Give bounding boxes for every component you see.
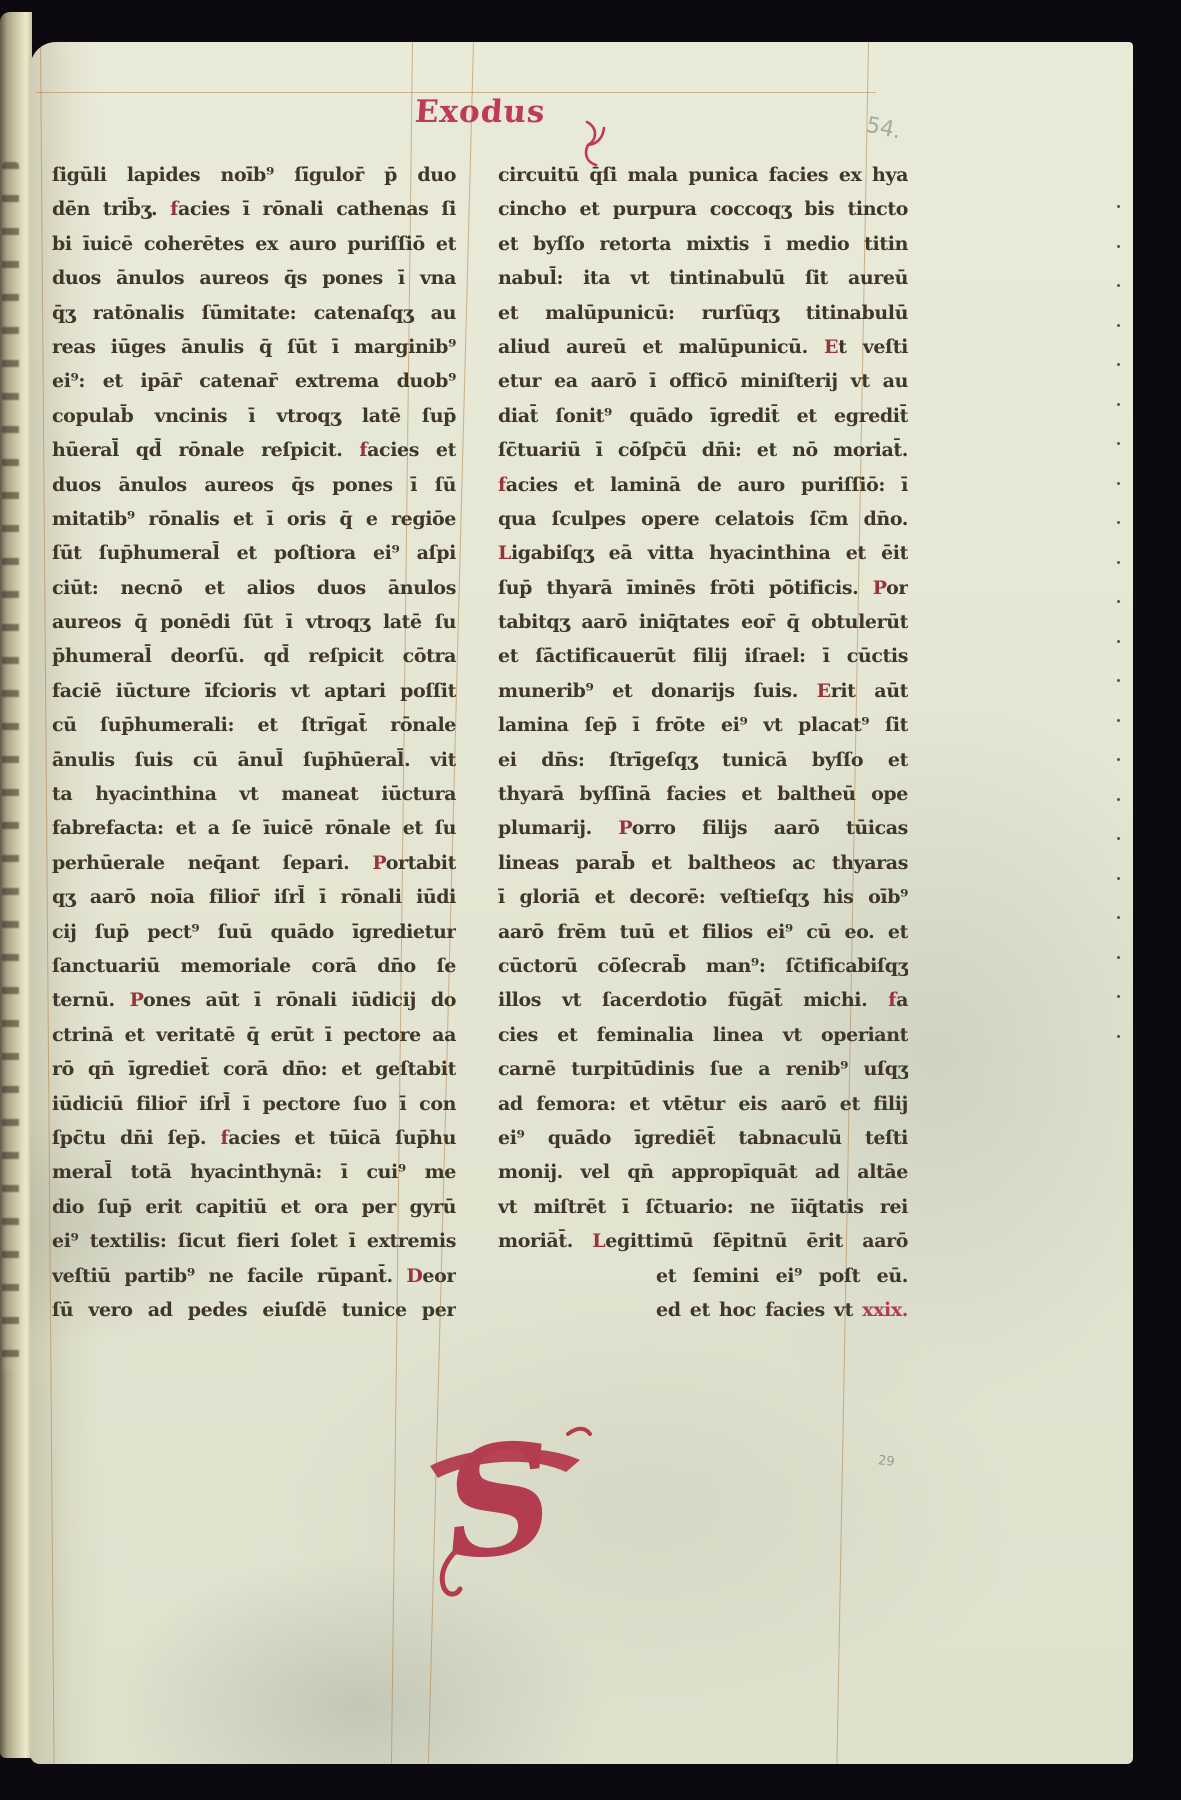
- ink-text: ſū vero ad pedes eiuſdē tunice per: [52, 1298, 456, 1321]
- prick-mark: [1117, 995, 1120, 998]
- ink-text: mitatib⁹ rōnalis et ī oris q̄ e regiōe: [52, 507, 456, 530]
- rubricated-text: f: [888, 989, 897, 1012]
- rubricated-text: D: [406, 1264, 423, 1287]
- ink-text: ei⁹: et ipār̄ catenar̄ extrema duob⁹: [52, 370, 456, 393]
- rubricated-text: E: [816, 679, 831, 702]
- ink-text: igabiſqʒ eā vitta hyacinthina et ēit: [510, 542, 908, 565]
- text-line: [498, 1224, 908, 1258]
- ink-text: ortabit: [385, 851, 456, 874]
- rubricated-text: f: [170, 198, 178, 221]
- margin-chapter-number: 29: [877, 1453, 896, 1470]
- ink-text: acies et: [367, 439, 456, 462]
- ink-text: nabul̄: ita vt tintinabulū ſit aureū: [498, 267, 908, 290]
- text-line: [52, 639, 456, 673]
- ink-text: ei⁹ quādo īgrediēt̄ tabnaculū teſti: [498, 1126, 908, 1149]
- ink-text: perhūerale neq̄ant ſepari.: [52, 851, 373, 874]
- ink-text: ctrinā et veritatē q̄ erūt ī pectore aa: [52, 1023, 456, 1046]
- text-column-right: [498, 158, 908, 1327]
- ink-text: thyarā byſſinā facies et baltheū ope: [498, 783, 908, 806]
- prick-mark: [1117, 324, 1120, 327]
- text-line: [498, 743, 908, 777]
- text-line: [52, 227, 456, 261]
- text-line: [52, 1293, 456, 1327]
- ink-text: faciē iūcture īfcioris vt aptari poſſit: [52, 679, 456, 702]
- ink-text: ones aūt ī rōnali iūdicij do: [143, 989, 456, 1012]
- ink-text: aliud aureū et malūpunicū.: [498, 335, 825, 358]
- ink-text: eor: [422, 1264, 456, 1287]
- text-line: [52, 158, 456, 192]
- running-title: Exodus: [413, 94, 547, 130]
- ink-text: dēn trib̄ʒ.: [52, 198, 171, 221]
- rubricated-text: f: [220, 1126, 229, 1149]
- text-line: [52, 433, 456, 467]
- ink-text: egittimū ſēpitnū ērit aarō: [605, 1230, 908, 1253]
- ink-text: carnē turpitūdinis ſue a renib⁹ uſqʒ: [498, 1058, 908, 1081]
- ink-text: copulab̄ vncinis ī vtroqʒ latē ſup̄: [52, 404, 456, 427]
- manuscript-page: [30, 42, 1133, 1764]
- text-line: [52, 330, 456, 364]
- prick-mark: [1117, 719, 1120, 722]
- text-line: [52, 1087, 456, 1121]
- ink-text: fabrefacta: et a ſe īuicē rōnale et ſu: [52, 817, 456, 840]
- text-line: [498, 1259, 908, 1293]
- ink-text: t veſti: [838, 335, 908, 358]
- ink-text: ī gloriā et decorē: veſtieſqʒ his oīb⁹: [498, 886, 908, 909]
- ink-text: duos ānulos aureos q̄s pones ī vna: [52, 267, 456, 290]
- prick-mark: [1117, 679, 1120, 682]
- ink-text: ad femora: et vtētur eis aarō et filij: [498, 1092, 908, 1115]
- text-line: [498, 192, 908, 226]
- rubricated-text: f: [359, 439, 368, 462]
- text-line: [498, 983, 908, 1017]
- text-line: [498, 261, 908, 295]
- ink-text: lamina ſep̄ ī frōte ei⁹ vt placat⁹ ſit: [498, 714, 908, 737]
- ink-text: plumarij.: [498, 817, 619, 840]
- prick-mark: [1117, 284, 1120, 287]
- ink-text: orro filijs aarō tūicas: [631, 817, 908, 840]
- ink-text: meral̄ totā hyacinthynā: ī cui⁹ me: [52, 1161, 456, 1184]
- ink-text: et malūpunicū: rurſūqʒ titinabulū: [498, 301, 908, 324]
- ink-text: qʒ aarō noīa filior̄ iſrl̄ ī rōnali iūdi: [52, 886, 456, 909]
- text-line: [52, 811, 456, 845]
- ink-text: ſc̄tuariū ī cōſpc̄ū dn̄i: et nō moriat̄.: [498, 439, 908, 462]
- rubricated-text: P: [618, 817, 632, 840]
- ink-text: ſup̄ thyarā īminēs frōti pōtificis.: [498, 576, 873, 599]
- ink-text: cies et feminalia linea vt operiant: [498, 1023, 908, 1046]
- rubricated-text: P: [129, 989, 143, 1012]
- ink-text: q̄ʒ ratōnalis ſūmitate: catenaſqʒ au: [52, 301, 456, 324]
- text-line: [52, 502, 456, 536]
- rubricated-text: xxix.: [862, 1298, 908, 1321]
- text-line: [498, 330, 908, 364]
- ink-text: aureos q̄ ponēdi ſūt ī vtroqʒ latē ſu: [52, 611, 456, 634]
- ink-text: etur ea aarō ī officō miniſterij vt au: [498, 370, 908, 393]
- prick-mark: [1117, 403, 1120, 406]
- text-line: [52, 1155, 456, 1189]
- ink-text: diat̄ ſonit⁹ quādo īgredit̄ et egredit̄: [498, 404, 908, 427]
- text-line: [52, 1052, 456, 1086]
- lombardic-initial-icon: [428, 1404, 598, 1614]
- text-line: [52, 192, 456, 226]
- text-line: [498, 468, 908, 502]
- text-line: [498, 227, 908, 261]
- text-line: [52, 1224, 456, 1258]
- prick-mark: [1117, 956, 1120, 959]
- initial-letter-glyph: S: [436, 1408, 563, 1595]
- text-line: [52, 605, 456, 639]
- decorated-initial-S: [428, 1404, 598, 1614]
- text-line: [498, 777, 908, 811]
- rubricated-text: E: [824, 335, 839, 358]
- prick-mark: [1117, 205, 1120, 208]
- ink-text: hūeral̄ qd̄ rōnale reſpicit.: [52, 439, 360, 462]
- folio-number: 54.: [863, 112, 904, 145]
- text-line: [52, 743, 456, 777]
- text-line: [498, 1121, 908, 1155]
- ink-text: veſtiū partib⁹ ne facile rūpant̄.: [52, 1264, 407, 1287]
- ink-text: ānulis ſuis cū ānul̄ ſup̄hūeral̄. vit: [52, 748, 456, 771]
- ink-text: ſanctuariū memoriale corā dn̄o ſe: [52, 954, 456, 977]
- text-line: [498, 1293, 908, 1327]
- prick-mark: [1117, 521, 1120, 524]
- ink-text: ed et hoc facies vt: [656, 1298, 863, 1321]
- facing-page-ghost-text: [2, 162, 19, 1372]
- ink-text: cij ſup̄ pect⁹ ſuū quādo īgredietur: [52, 920, 456, 943]
- text-line: [498, 1155, 908, 1189]
- prick-mark: [1117, 363, 1120, 366]
- ink-text: bi īuicē coherētes ex auro puriſſiō et: [52, 232, 456, 255]
- text-line: [498, 536, 908, 570]
- ink-text: et ſāctificauerūt filij iſrael: ī cūctis: [498, 645, 908, 668]
- text-line: [498, 296, 908, 330]
- prick-mark: [1117, 798, 1120, 801]
- prick-mark: [1117, 561, 1120, 564]
- rubricated-text: f: [498, 473, 506, 496]
- ink-text: ternū.: [52, 989, 130, 1012]
- text-line: [52, 571, 456, 605]
- book-page-edges: [0, 12, 32, 1758]
- text-line: [52, 674, 456, 708]
- ink-text: duos ānulos aureos q̄s pones ī ſū: [52, 473, 456, 496]
- ink-text: circuitū q̄ſi mala punica facies ex hya: [498, 164, 908, 186]
- ink-text: munerib⁹ et donarijs ſuis.: [498, 679, 817, 702]
- text-line: [498, 811, 908, 845]
- text-line: [498, 364, 908, 398]
- ink-text: rit aūt: [830, 679, 908, 702]
- text-line: [498, 674, 908, 708]
- text-line: [498, 571, 908, 605]
- text-line: [52, 399, 456, 433]
- ink-text: ciūt: necnō et alios duos ānulos: [52, 576, 456, 599]
- ink-text: rō qn̄ īgrediet̄ corā dn̄o: et geſtabit: [52, 1058, 456, 1081]
- text-line: [498, 1190, 908, 1224]
- text-line: [52, 777, 456, 811]
- ink-text: or: [886, 576, 908, 599]
- ink-text: reas iūges ānulis q̄ ſūt ī marginib⁹: [52, 335, 456, 358]
- text-line: [52, 708, 456, 742]
- ink-text: ſūt ſup̄humeral̄ et poſtiora ei⁹ aſpi: [52, 542, 456, 565]
- ink-text: tabitqʒ aarō iniq̄tates eor̄ q̄ obtulerūt: [498, 611, 908, 634]
- prick-mark: [1117, 245, 1120, 248]
- ink-text: monij. vel qn̄ appropīquāt ad altāe: [498, 1161, 908, 1184]
- ink-text: ei dn̄s: ſtrīgeſqʒ tunicā byſſo et: [498, 748, 908, 771]
- text-line: [52, 296, 456, 330]
- text-line: [498, 605, 908, 639]
- ink-text: aarō frēm tuū et filios ei⁹ cū eo. et: [498, 920, 908, 943]
- text-line: [52, 1190, 456, 1224]
- text-line: [52, 846, 456, 880]
- text-line: [498, 433, 908, 467]
- prick-mark: [1117, 600, 1120, 603]
- text-line: [52, 468, 456, 502]
- rubricated-text: P: [872, 576, 887, 599]
- text-line: [498, 502, 908, 536]
- ink-text: et byſſo retorta mixtis ī medio titin: [498, 232, 908, 255]
- ink-text: cū ſup̄humerali: et ſtrīgat̄ rōnale: [52, 714, 456, 737]
- text-line: [498, 708, 908, 742]
- text-line: [498, 639, 908, 673]
- text-line: [498, 158, 908, 192]
- text-line: [498, 399, 908, 433]
- prick-mark: [1117, 640, 1120, 643]
- text-line: [52, 364, 456, 398]
- prick-mark: [1117, 916, 1120, 919]
- ink-text: cūctorū cōſecrab̄ man⁹: ſc̄tificabiſqʒ: [498, 954, 908, 977]
- ink-text: a: [896, 989, 908, 1012]
- ink-text: p̄humeral̄ deorſū. qd̄ reſpicit cōtra: [52, 645, 456, 668]
- text-line: [498, 880, 908, 914]
- prick-mark: [1117, 442, 1120, 445]
- ink-text: acies et laminā de auro puriſſiō: ī: [505, 473, 908, 496]
- prick-mark: [1117, 877, 1120, 880]
- text-line: [52, 983, 456, 1017]
- ink-text: ſigūli lapides noīb⁹ ſīgulor̄ p̄ duo: [52, 164, 456, 186]
- ink-text: et ſemini ei⁹ poſt eū.: [656, 1264, 908, 1287]
- rubricated-text: P: [372, 851, 386, 874]
- text-line: [498, 915, 908, 949]
- ink-text: illos vt ſacerdotio fūgāt̄ michi.: [498, 989, 889, 1012]
- ink-text: acies et tūicā ſup̄hu: [228, 1126, 456, 1149]
- text-line: [498, 1018, 908, 1052]
- ink-text: moriāt̄.: [498, 1230, 593, 1253]
- text-line: [52, 536, 456, 570]
- ink-text: ta hyacinthina vt maneat iūctura: [52, 783, 456, 806]
- text-line: [498, 1052, 908, 1086]
- text-line: [52, 261, 456, 295]
- text-line: [498, 949, 908, 983]
- ink-text: ſpc̄tu dn̄i ſep̄.: [52, 1126, 221, 1149]
- text-line: [52, 1018, 456, 1052]
- rubricated-text: L: [498, 542, 511, 565]
- ink-text: acies ī rōnali cathenas ſi: [177, 198, 456, 221]
- text-line: [498, 846, 908, 880]
- text-line: [498, 1087, 908, 1121]
- ink-text: qua ſculpes opere celatois ſc̄m dn̄o.: [498, 507, 908, 530]
- text-line: [52, 1259, 456, 1293]
- rubricated-text: L: [592, 1230, 606, 1253]
- ink-text: iūdiciū filior̄ iſrl̄ ī pectore ſuo ī con: [52, 1092, 456, 1115]
- text-line: [52, 880, 456, 914]
- ink-text: vt miſtrēt ī ſc̄tuario: ne īiq̄tatis rei: [498, 1195, 908, 1218]
- ruling-line: [36, 92, 876, 93]
- ink-text: dio ſup̄ erit capitiū et ora per gyrū: [52, 1195, 456, 1218]
- ink-text: ei⁹ textilis: ſicut fieri ſolet ī extremis: [52, 1230, 456, 1253]
- prick-mark: [1117, 758, 1120, 761]
- prick-mark: [1117, 837, 1120, 840]
- prick-mark: [1117, 482, 1120, 485]
- text-column-left: [52, 158, 456, 1327]
- prick-mark: [1117, 1035, 1120, 1038]
- ink-text: lineas parab̄ et baltheos ac thyaras: [498, 851, 908, 874]
- text-line: [52, 949, 456, 983]
- text-line: [52, 1121, 456, 1155]
- text-line: [52, 915, 456, 949]
- ink-text: cincho et purpura coccoqʒ bis tincto: [498, 198, 908, 221]
